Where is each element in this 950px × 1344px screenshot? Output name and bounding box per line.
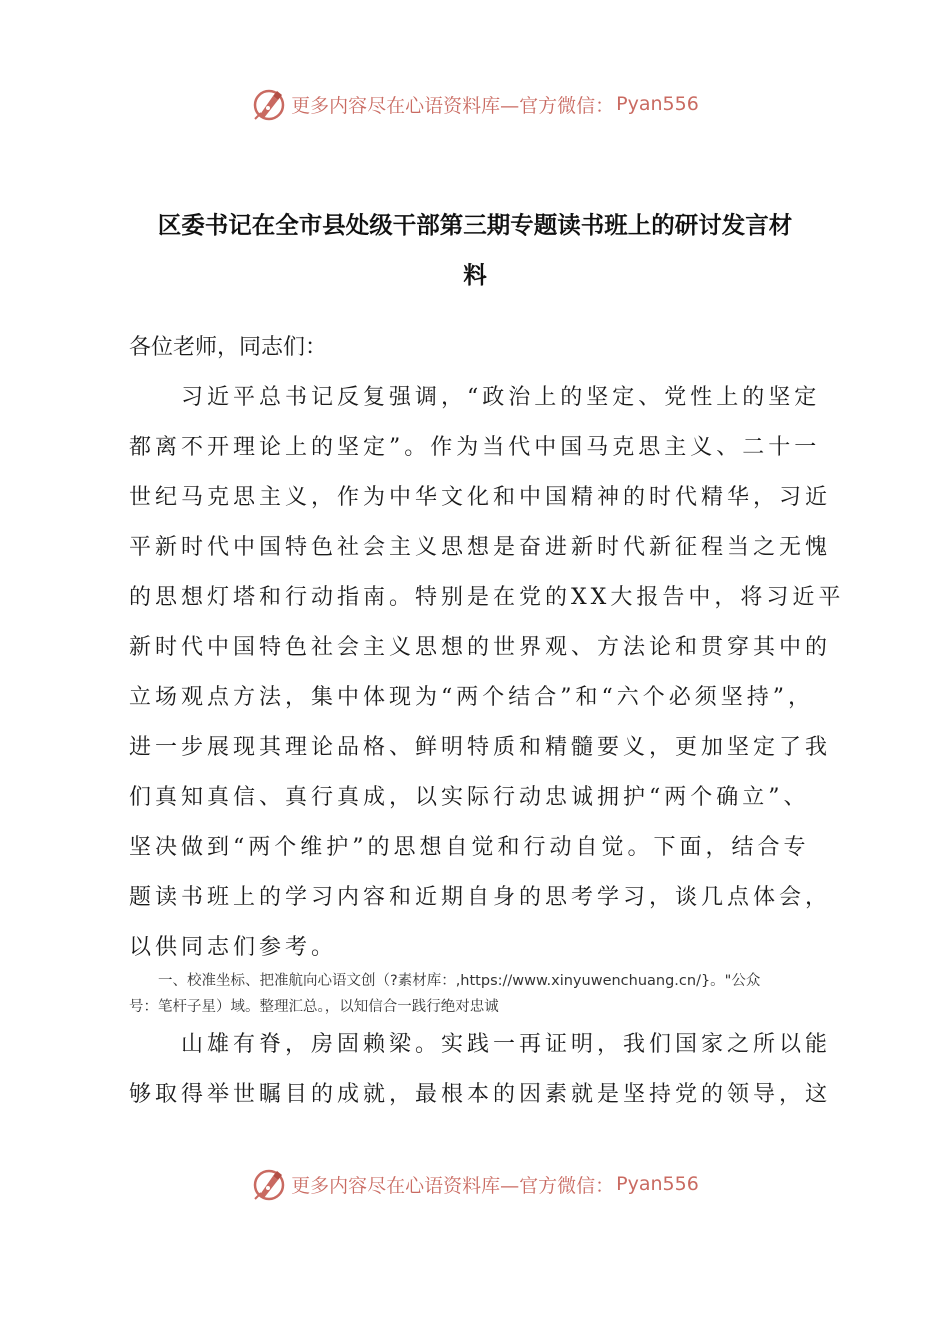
note-line: 号：笔杆子星）域。整理汇总。，以知信合一践行绝对忠诚 — [129, 999, 499, 1015]
title-line: 区委书记在全市县处级干部第三期专题读书班上的研讨发言材 — [157, 211, 793, 239]
text-line: 立场观点方法，集中体现为“两个结合”和“六个必须坚持”， — [129, 685, 814, 710]
watermark-banner-bottom — [0, 1164, 950, 1204]
paragraph-2 — [129, 1020, 849, 1120]
text-line: 题读书班上的学习内容和近期自身的思考学习，谈几点体会， — [129, 885, 832, 910]
text-line: 习近平总书记反复强调，“政治上的坚定、党性上的坚定 — [129, 385, 821, 410]
watermark-banner-top — [0, 84, 950, 124]
text-line: 世纪马克思主义，作为中华文化和中国精神的时代精华，习近 — [129, 485, 832, 510]
section-heading-note — [129, 968, 849, 1020]
text-line: 以供同志们参考。 — [129, 935, 338, 960]
paragraph-1 — [129, 373, 849, 973]
text-line: 新时代中国特色社会主义思想的世界观、方法论和贯穿其中的 — [129, 635, 832, 660]
note-line: 一、校准坐标、把准航向心语文创（?素材库：,https://www.xinyuwenchuang.cn/}。"公众 — [129, 973, 761, 989]
text-line: 够取得举世瞩目的成就，最根本的因素就是坚持党的领导，这 — [129, 1082, 832, 1107]
greeting — [129, 323, 849, 373]
watermark-account: Pyan556 — [616, 1173, 699, 1195]
pen-nib-logo-icon — [251, 1166, 287, 1202]
title-line: 料 — [463, 261, 487, 289]
watermark-text: 更多内容尽在心语资料库—官方微信： — [291, 1174, 615, 1197]
text-line: 进一步展现其理论品格、鲜明特质和精髓要义，更加坚定了我 — [129, 735, 832, 760]
text-line: 平新时代中国特色社会主义思想是奋进新时代新征程当之无愧 — [129, 535, 832, 560]
text-line: 的思想灯塔和行动指南。特别是在党的XX大报告中，将习近平 — [129, 585, 845, 610]
pen-nib-logo-icon — [251, 86, 287, 122]
text-line: 坚决做到“两个维护”的思想自觉和行动自觉。下面，结合专 — [129, 835, 810, 860]
watermark-text: 更多内容尽在心语资料库—官方微信： — [291, 94, 615, 117]
watermark-account: Pyan556 — [616, 93, 699, 115]
text-line: 们真知真信、真行真成，以实际行动忠诚拥护“两个确立”、 — [129, 785, 810, 810]
text-line: 都离不开理论上的坚定”。作为当代中国马克思主义、二十一 — [129, 435, 821, 460]
text-line: 山雄有脊，房固赖梁。实践一再证明，我们国家之所以能 — [129, 1032, 832, 1057]
document-title — [110, 200, 840, 300]
greeting-text: 各位老师，同志们： — [129, 335, 328, 360]
